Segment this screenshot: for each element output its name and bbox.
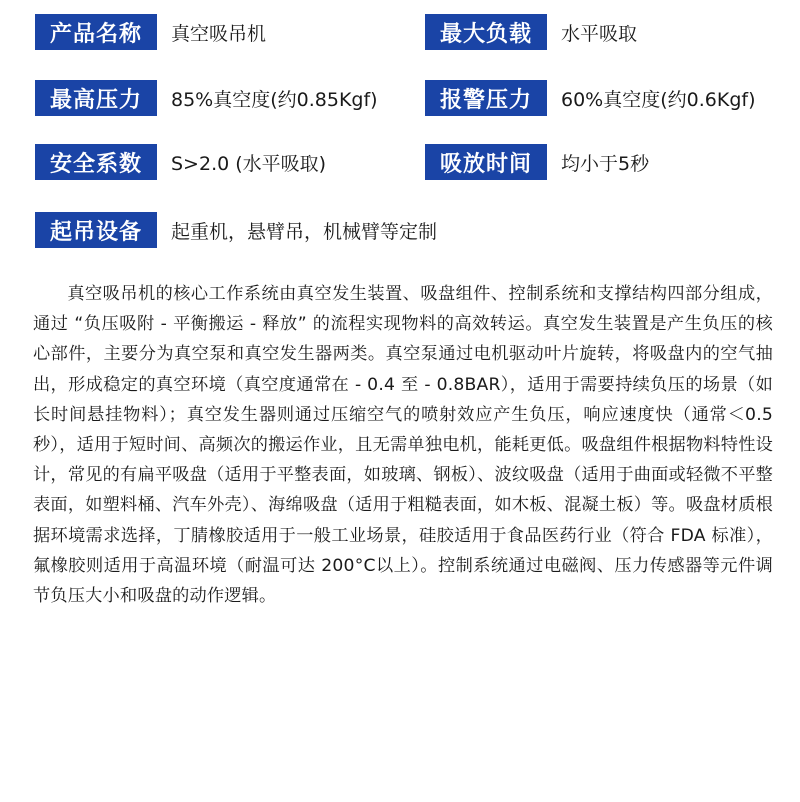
spec-label: 起吊设备	[35, 212, 157, 248]
spec-value: 60%真空度(约0.6Kgf)	[561, 88, 756, 111]
spec-row	[35, 80, 795, 116]
spec-label: 报警压力	[425, 80, 547, 116]
spec-label: 吸放时间	[425, 144, 547, 180]
spec-item-release-time	[425, 144, 649, 180]
spec-value: 85%真空度(约0.85Kgf)	[171, 88, 378, 111]
spec-label: 安全系数	[35, 144, 157, 180]
spec-value: 起重机，悬臂吊，机械臂等定制	[171, 220, 438, 243]
spec-value: 均小于5秒	[561, 152, 650, 175]
spec-item-max-load	[425, 14, 637, 50]
spec-label: 产品名称	[35, 14, 157, 50]
spec-item-alarm-pressure	[425, 80, 755, 116]
description-paragraph: 真空吸吊机的核心工作系统由真空发生装置、吸盘组件、控制系统和支撑结构四部分组成，通过 “负压吸附 - 平衡搬运 - 释放” 的流程实现物料的高效转运。真空发生装置是产生负压的核心部件，主要分为真空泵和真空发生器两类。真空泵通过电机驱动叶片旋转，将吸盘内的空气抽出，形成稳定的真空环境（真空度通常在 - 0.4 至 - 0.8BAR），适用于需要持续负压的场景（如长时间悬挂物料）；真空发生器则通过压缩空气的喷射效应产生负压，响应速度快（通常＜0.5 秒），适用于短时间、高频次的搬运作业，且无需单独电机，能耗更低。吸盘组件根据物料特性设计，常见的有扁平吸盘（适用于平整表面，如玻璃、钢板）、波纹吸盘（适用于曲面或轻微不平整表面，如塑料桶、汽车外壳）、海绵吸盘（适用于粗糙表面，如木板、混凝土板）等。吸盘材质根据环境需求选择，丁腈橡胶适用于一般工业场景，硅胶适用于食品医药行业（符合 FDA 标准），氟橡胶则适用于高温环境（耐温可达 200°C以上）。控制系统通过电磁阀、压力传感器等元件调节负压大小和吸盘的动作逻辑。	[33, 284, 773, 607]
spec-label: 最高压力	[35, 80, 157, 116]
spec-row	[35, 212, 795, 248]
spec-value: 真空吸吊机	[171, 22, 267, 45]
spec-value: 水平吸取	[561, 22, 638, 45]
spec-label: 最大负载	[425, 14, 547, 50]
spec-item-max-pressure	[35, 80, 378, 116]
spec-item-product-name	[35, 14, 266, 50]
spec-row	[35, 14, 795, 50]
spec-item-lifting-equipment	[35, 212, 437, 248]
spec-value: S>2.0 (水平吸取)	[171, 152, 327, 175]
spec-item-safety-factor	[35, 144, 326, 180]
spec-row	[35, 144, 795, 180]
